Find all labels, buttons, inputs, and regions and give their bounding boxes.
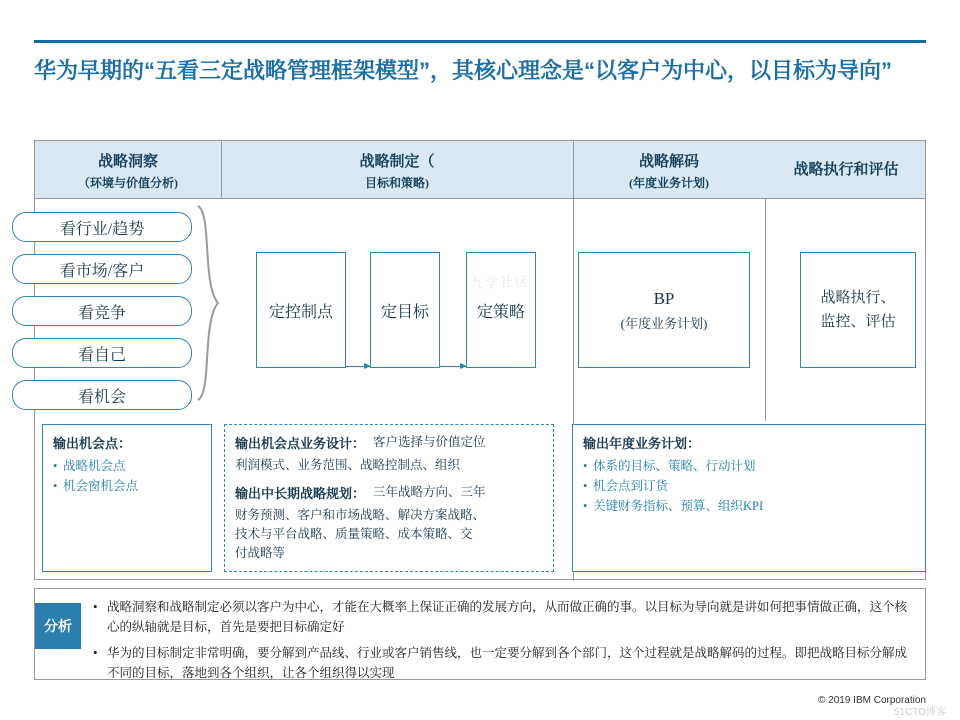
output-formulation-business-title: 输出机会点业务设计： xyxy=(235,436,366,451)
column-header-insight: 战略洞察 （环境与价值分析) xyxy=(78,153,178,190)
output-formulation-plan-line-1: 三年战略方向、三年 xyxy=(373,485,486,499)
five-look-item-5[interactable]: 看机会 xyxy=(12,380,192,410)
five-look-item-1[interactable]: 看行业/趋势 xyxy=(12,212,192,242)
column-header-formulation: 战略制定（ 目标和策略) xyxy=(359,153,435,190)
output-insight-bullet-2: • 机会窗机会点 xyxy=(53,476,201,496)
output-formulation-plan-title: 输出中长期战略规划： xyxy=(235,486,366,501)
corner-watermark: 51CTO博客 xyxy=(893,707,946,718)
three-fix-item-1[interactable]: 定控制点 xyxy=(256,252,346,368)
five-look-item-4[interactable]: 看自己 xyxy=(12,338,192,368)
column-header-decoding: 战略解码 (年度业务计划) xyxy=(629,153,709,190)
output-decoding-title: 输出年度业务计划： xyxy=(583,436,701,451)
page-title: 华为早期的“五看三定战略管理框架模型”，其核心理念是“以客户为中心，以目标为导向” xyxy=(34,58,893,83)
analysis-item-2: • 华为的目标制定非常明确，要分解到产品线、行业或客户销售线，也一定要分解到各个部门，这个过程就是战略解码的过程。即把战略目标分解成不同的目标，落地到各个组织，让各个组织得以实现 xyxy=(93,643,915,683)
output-decoding-bullet-2: • 机会点到订货 xyxy=(583,476,915,496)
output-formulation-plan-line-3: 技术与平台战略、质量策略、成本策略、交 xyxy=(235,527,473,541)
bp-box[interactable]: BP (年度业务计划) xyxy=(578,252,750,368)
output-decoding-box xyxy=(572,424,926,572)
output-formulation-plan-line-2: 财务预测、客户和市场战略、解决方案战略、 xyxy=(235,508,486,522)
output-formulation-business-line-1: 客户选择与价值定位 xyxy=(373,435,486,449)
title-divider xyxy=(34,40,926,43)
three-fix-item-3[interactable]: 定策略 xyxy=(466,252,536,368)
separator-3 xyxy=(765,199,766,421)
output-formulation-business-line-2: 利润模式、业务范围、战略控制点、组织 xyxy=(235,458,461,472)
output-decoding-bullet-3: • 关键财务指标、预算、组织KPI xyxy=(583,496,915,516)
five-look-item-2[interactable]: 看市场/客户 xyxy=(12,254,192,284)
arrow-fix2-to-fix3 xyxy=(440,366,466,367)
three-fix-item-2[interactable]: 定目标 xyxy=(370,252,440,368)
separator-1 xyxy=(221,141,222,199)
center-watermark: 九学社区 xyxy=(469,273,531,292)
output-formulation-plan-line-4: 付战略等 xyxy=(235,546,286,560)
execution-box[interactable]: 战略执行、监控、评估 xyxy=(800,252,916,368)
analysis-item-1: • 战略洞察和战略制定必须以客户为中心，才能在大概率上保证正确的发展方向，从而做正确的事。以目标为导向就是讲如何把事情做正确，这个核心的纵轴就是目标，首先是要把目标确定好 xyxy=(93,597,915,637)
output-decoding-bullet-1: • 体系的目标、策略、行动计划 xyxy=(583,456,915,476)
five-look-item-3[interactable]: 看竞争 xyxy=(12,296,192,326)
output-insight-title: 输出机会点： xyxy=(53,436,132,451)
output-formulation-box xyxy=(224,424,554,572)
output-insight-bullet-1: • 战略机会点 xyxy=(53,456,201,476)
analysis-tab-label: 分析 xyxy=(35,603,81,649)
copyright-text: © 2019 IBM Corporation xyxy=(818,695,926,706)
analysis-body xyxy=(93,597,915,689)
arrow-fix1-to-fix2 xyxy=(346,366,370,367)
column-header-execution: 战略执行和评估 xyxy=(793,162,899,178)
analysis-panel xyxy=(34,588,926,680)
output-insight-box xyxy=(42,424,212,572)
